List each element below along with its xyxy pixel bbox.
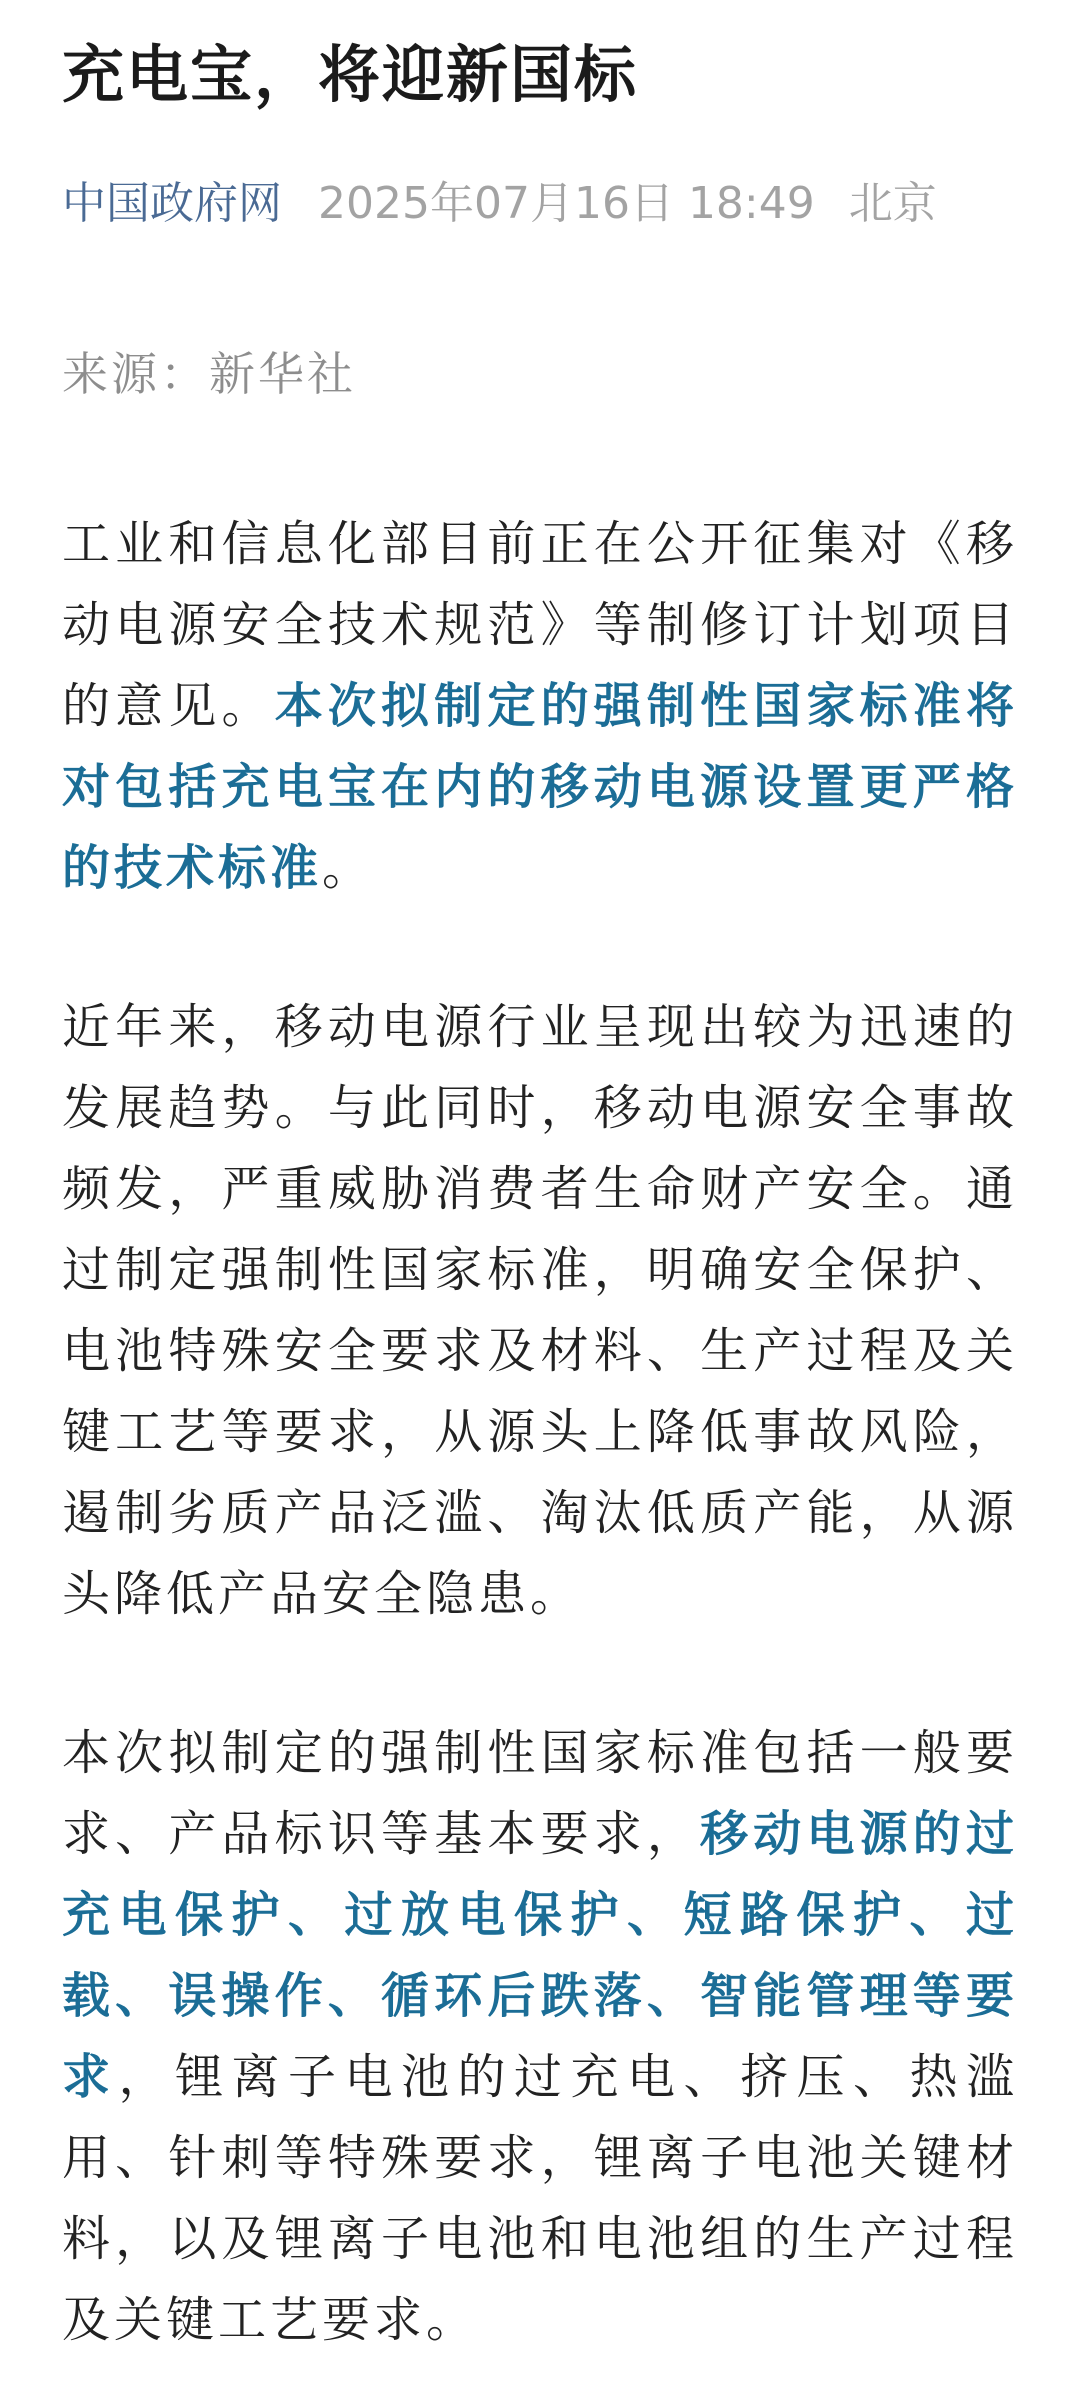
article-meta: [62, 174, 1018, 234]
publish-datetime: 2025年07月16日 18:49: [318, 178, 815, 229]
paragraph-3: [62, 1713, 1018, 2361]
publisher-link[interactable]: 中国政府网: [62, 178, 282, 229]
paragraph-3-highlight: 移动电源的过充电保护、过放电保护、短路保护、过载、误操作、循环后跌落、智能管理等要求: [62, 1806, 1018, 2105]
paragraph-1-highlight: 本次拟制定的强制性国家标准将对包括充电宝在内的移动电源设置更严格的技术标准: [62, 678, 1018, 896]
article-title: 充电宝，将迎新国标: [62, 38, 639, 111]
paragraph-1-text: 工业和信息化部目前正在公开征集对《移动电源安全技术规范》等制修订计划项目的意见。: [62, 516, 1018, 734]
paragraph-1: [62, 504, 1018, 909]
paragraph-1-end: 。: [322, 840, 375, 896]
paragraph-3-end: ，锂离子电池的过充电、挤压、热滥用、针刺等特殊要求，锂离子电池关键材料，以及锂离子电池和电池组的生产过程及关键工艺要求。: [62, 2049, 1018, 2348]
article-source: 来源：新华社: [62, 347, 356, 401]
paragraph-3-text: 本次拟制定的强制性国家标准包括一般要求、产品标识等基本要求，: [62, 1725, 1018, 1862]
publish-location: 北京: [848, 178, 937, 229]
paragraph-2: 近年来，移动电源行业呈现出较为迅速的发展趋势。与此同时，移动电源安全事故频发，严重威胁消费者生命财产安全。通过制定强制性国家标准，明确安全保护、电池特殊安全要求及材料、生产过程及关键工艺等要求，从源头上降低事故风险，遏制劣质产品泛滥、淘汰低质产能，从源头降低产品安全隐患。: [62, 999, 1018, 1622]
